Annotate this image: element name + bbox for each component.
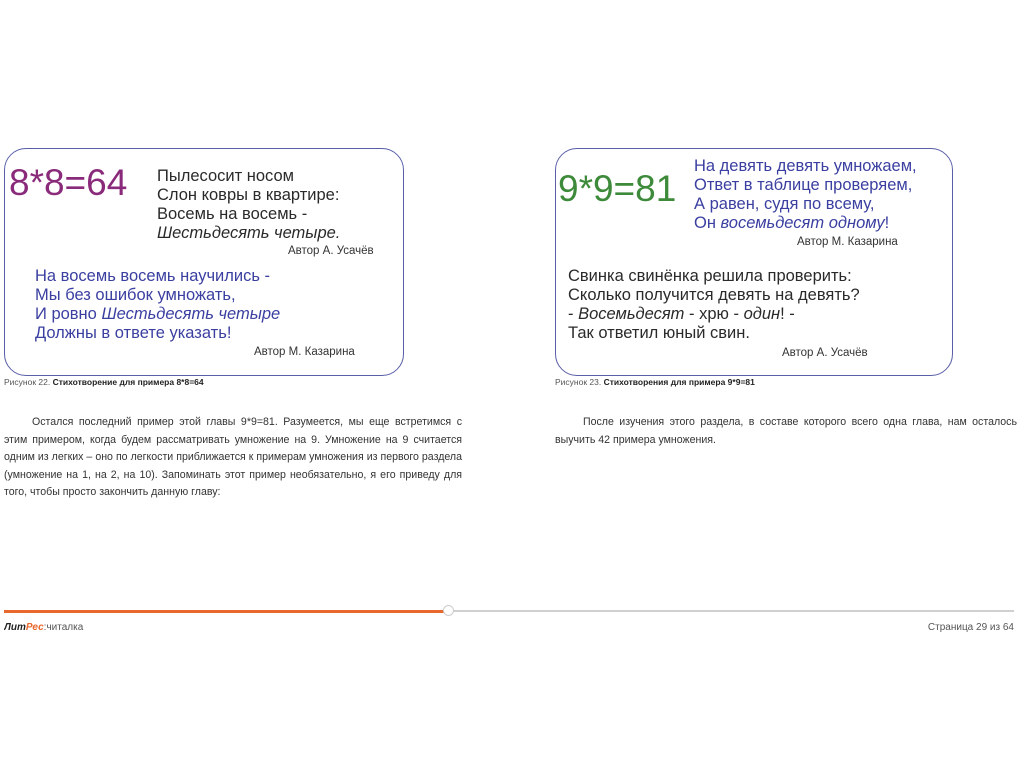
poem-line: Должны в ответе указать! (35, 324, 232, 342)
progress-fill (4, 610, 448, 613)
figure-22-caption (4, 377, 204, 387)
poem-line: А равен, судя по всему, (694, 195, 875, 213)
reading-progress-slider[interactable] (4, 610, 1014, 612)
poem-text: - (568, 305, 579, 323)
poem-text: Он (694, 214, 721, 232)
page-indicator: Страница 29 из 64 (927, 622, 1014, 633)
poem-line: Мы без ошибок умножать, (35, 286, 236, 304)
poem-text: ! - (780, 305, 795, 323)
poem-kazarina-9x9 (694, 157, 917, 233)
poem-line (568, 305, 860, 324)
poem-usachev-9x9 (568, 267, 860, 343)
poem-line (35, 305, 280, 324)
poem-line: Восемь на восемь - (157, 205, 308, 223)
poem-text: - хрю - (684, 305, 744, 323)
paragraph-text: После изучения этого раздела, в составе которого всего одна глава, нам осталось выучить 42 примера умножения. (555, 416, 1017, 446)
poem-line: Пылесосит носом (157, 167, 294, 185)
poem-line: На девять девять умножаем, (694, 157, 917, 175)
caption-prefix: Рисунок 23. (555, 377, 602, 387)
poem-line (694, 214, 917, 233)
logo-suffix: :читалка (43, 622, 84, 633)
poem-line: На восемь восемь научились - (35, 267, 271, 285)
poem-text-italic: восемьдесят одному (720, 214, 885, 232)
poem-kazarina-8x8 (35, 267, 280, 343)
poem-author: Автор М. Казарина (254, 346, 355, 358)
poem-line: Слон ковры в квартире: (157, 186, 340, 204)
poem-line: Ответ в таблице проверяем, (694, 176, 913, 194)
poem-author: Автор А. Усачёв (782, 347, 868, 359)
caption-prefix: Рисунок 22. (4, 377, 51, 387)
poem-usachev-8x8 (157, 167, 340, 243)
poem-author: Автор А. Усачёв (288, 245, 374, 257)
figure-23-caption (555, 377, 755, 387)
figure-22-poem-card (4, 148, 404, 376)
progress-handle[interactable] (443, 605, 454, 616)
poem-text: ! (884, 214, 890, 232)
caption-title: Стихотворения для примера 9*9=81 (603, 377, 755, 387)
equation-9x9: 9*9=81 (558, 168, 677, 209)
caption-title: Стихотворение для примера 8*8=64 (52, 377, 204, 387)
page-indicator-wrap (880, 622, 1014, 635)
poem-author: Автор М. Казарина (797, 236, 898, 248)
poem-text-italic: Шестьдесять четыре (101, 305, 281, 323)
figure-23-poem-card (555, 148, 953, 376)
poem-text-italic: один (743, 305, 781, 323)
equation-8x8: 8*8=64 (9, 162, 128, 203)
paragraph-text: Остался последний пример этой главы 9*9=81. Разумеется, мы еще встретимся с этим примером, когда будем рассматривать умножение на 9. Умножение на 9 считается одним из легких – оно по легкости приближается к примерам умножения из первого раздела (умножение на 1, на 2, на 10). Запоминать этот пример необязательно, я его приведу для того, чтобы просто закончить данную главу: (4, 416, 462, 498)
reader-logo[interactable] (4, 622, 204, 635)
poem-text: И ровно (35, 305, 102, 323)
poem-line: Шестьдесять четыре. (157, 224, 341, 242)
poem-line: Сколько получится девять на девять? (568, 286, 860, 304)
poem-line: Так ответил юный свин. (568, 324, 750, 342)
poem-text-italic: Восемьдесят (578, 305, 685, 323)
logo-part-lit: Лит (4, 622, 26, 633)
logo-part-res: Рес (25, 622, 44, 633)
poem-line: Свинка свинёнка решила проверить: (568, 267, 852, 285)
paragraph-left (4, 414, 462, 502)
paragraph-right (555, 414, 1017, 449)
